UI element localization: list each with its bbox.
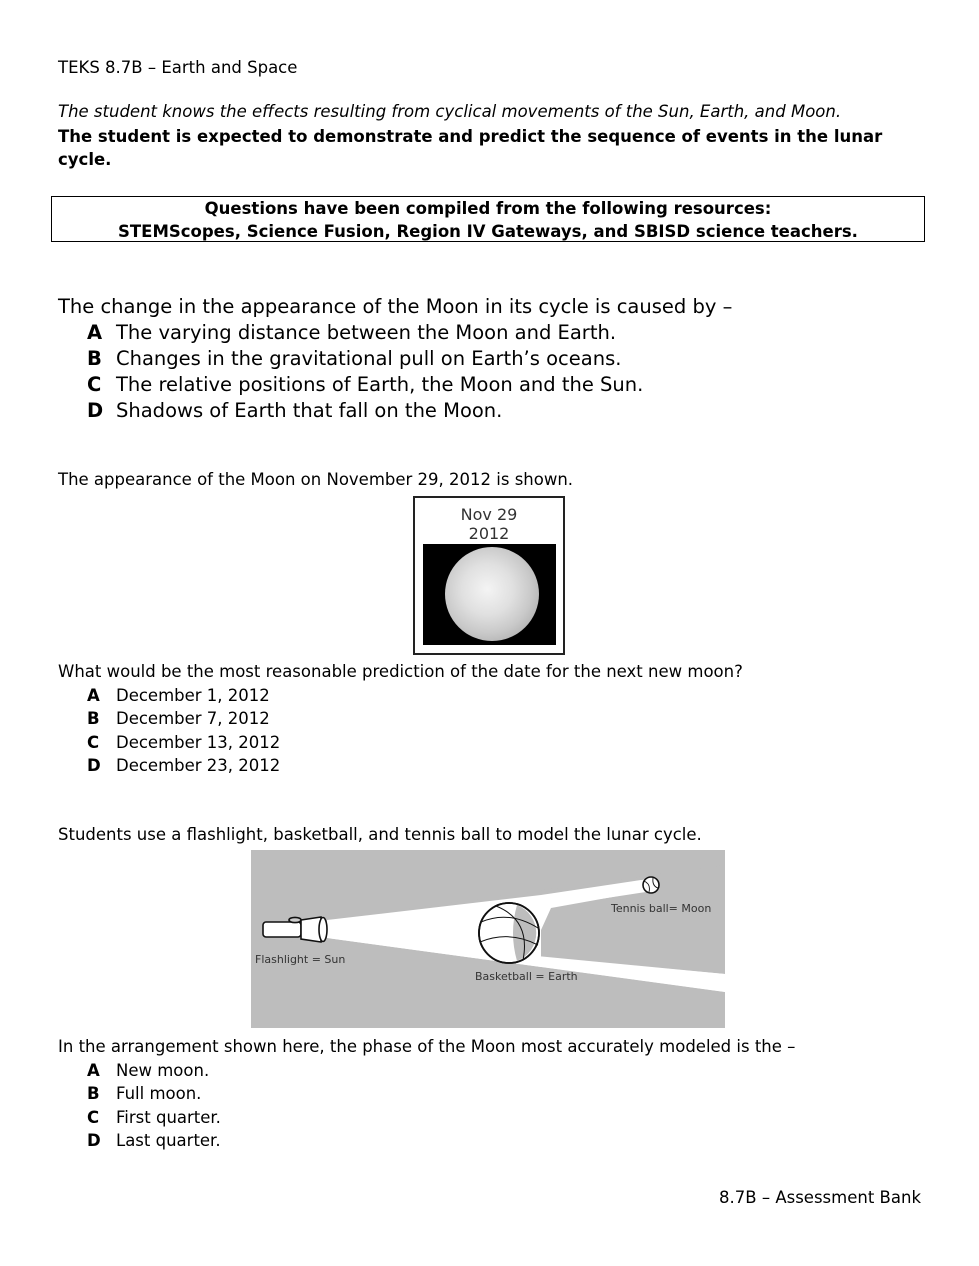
flashlight-icon	[263, 917, 327, 942]
option-text: First quarter.	[116, 1107, 221, 1127]
option-text: December 13, 2012	[116, 732, 281, 752]
night-sky	[423, 544, 556, 645]
option-text: December 7, 2012	[116, 709, 270, 728]
option-text: The varying distance between the Moon and Earth.	[116, 321, 617, 344]
flashlight-label: Flashlight = Sun	[255, 953, 346, 966]
question-2	[58, 660, 743, 778]
full-moon-image	[445, 547, 539, 641]
resources-line-2: STEMScopes, Science Fusion, Region IV Gateways, and SBISD science teachers.	[118, 222, 858, 241]
question-3	[58, 1035, 795, 1153]
option-letter: C	[87, 373, 102, 396]
moon-date-line-2: 2012	[468, 524, 510, 543]
standard-knowledge-statement: The student knows the effects resulting from cyclical movements of the Sun, Earth, and Moon.	[58, 102, 842, 121]
option-letter: A	[87, 685, 100, 705]
question-2-intro: The appearance of the Moon on November 29, 2012 is shown.	[58, 470, 574, 489]
question-3-option-a[interactable]	[87, 1059, 795, 1083]
option-text: December 23, 2012	[116, 756, 281, 775]
option-letter: D	[87, 399, 104, 422]
question-3-stem: In the arrangement shown here, the phase of the Moon most accurately modeled is the –	[58, 1037, 796, 1056]
option-letter: D	[87, 1131, 101, 1150]
question-2-option-d[interactable]	[87, 754, 743, 778]
option-letter: A	[87, 321, 103, 344]
option-letter: B	[87, 347, 102, 370]
lunar-model-figure	[251, 850, 725, 1028]
question-3-intro: Students use a flashlight, basketball, and tennis ball to model the lunar cycle.	[58, 825, 702, 844]
moon-phase-figure	[413, 496, 565, 655]
option-text: Changes in the gravitational pull on Earth’s oceans.	[116, 347, 622, 370]
question-3-option-d[interactable]	[87, 1129, 795, 1153]
question-2-option-a[interactable]	[87, 684, 743, 708]
option-text: December 1, 2012	[116, 685, 270, 705]
question-1-option-b[interactable]	[87, 346, 732, 372]
question-1-option-c[interactable]	[87, 372, 732, 398]
question-3-option-b[interactable]	[87, 1082, 795, 1106]
option-text: New moon.	[116, 1060, 210, 1080]
question-2-stem: What would be the most reasonable prediction of the date for the next new moon?	[58, 662, 743, 681]
question-2-option-c[interactable]	[87, 731, 743, 755]
tennis-ball-icon	[643, 877, 659, 893]
resources-box	[51, 196, 925, 242]
option-text: The relative positions of Earth, the Moon and the Sun.	[116, 373, 644, 396]
option-text: Last quarter.	[116, 1131, 221, 1150]
option-letter: C	[87, 1107, 100, 1127]
resources-line-1: Questions have been compiled from the following resources:	[204, 199, 772, 218]
basketball-label: Basketball = Earth	[475, 970, 578, 983]
page-footer: 8.7B – Assessment Bank	[719, 1188, 921, 1207]
lunar-model-drawing	[251, 850, 725, 1028]
question-3-option-c[interactable]	[87, 1106, 795, 1130]
moon-date-line-1: Nov 29	[460, 505, 518, 524]
question-1	[58, 294, 732, 424]
question-2-option-b[interactable]	[87, 707, 743, 731]
basketball-icon	[479, 903, 539, 963]
question-1-option-d[interactable]	[87, 398, 732, 424]
option-text: Full moon.	[116, 1084, 202, 1103]
option-letter: D	[87, 756, 101, 775]
option-letter: B	[87, 709, 100, 728]
question-1-stem: The change in the appearance of the Moon in its cycle is caused by –	[58, 295, 733, 318]
document-title: TEKS 8.7B – Earth and Space	[58, 58, 298, 77]
option-letter: A	[87, 1060, 100, 1080]
option-text: Shadows of Earth that fall on the Moon.	[116, 399, 503, 422]
standard-expectation-statement: The student is expected to demonstrate and predict the sequence of events in the lunar cycle.	[58, 127, 883, 169]
question-1-option-a[interactable]	[87, 320, 732, 346]
option-letter: C	[87, 732, 100, 752]
tennis-ball-label: Tennis ball= Moon	[611, 902, 712, 915]
option-letter: B	[87, 1084, 100, 1103]
